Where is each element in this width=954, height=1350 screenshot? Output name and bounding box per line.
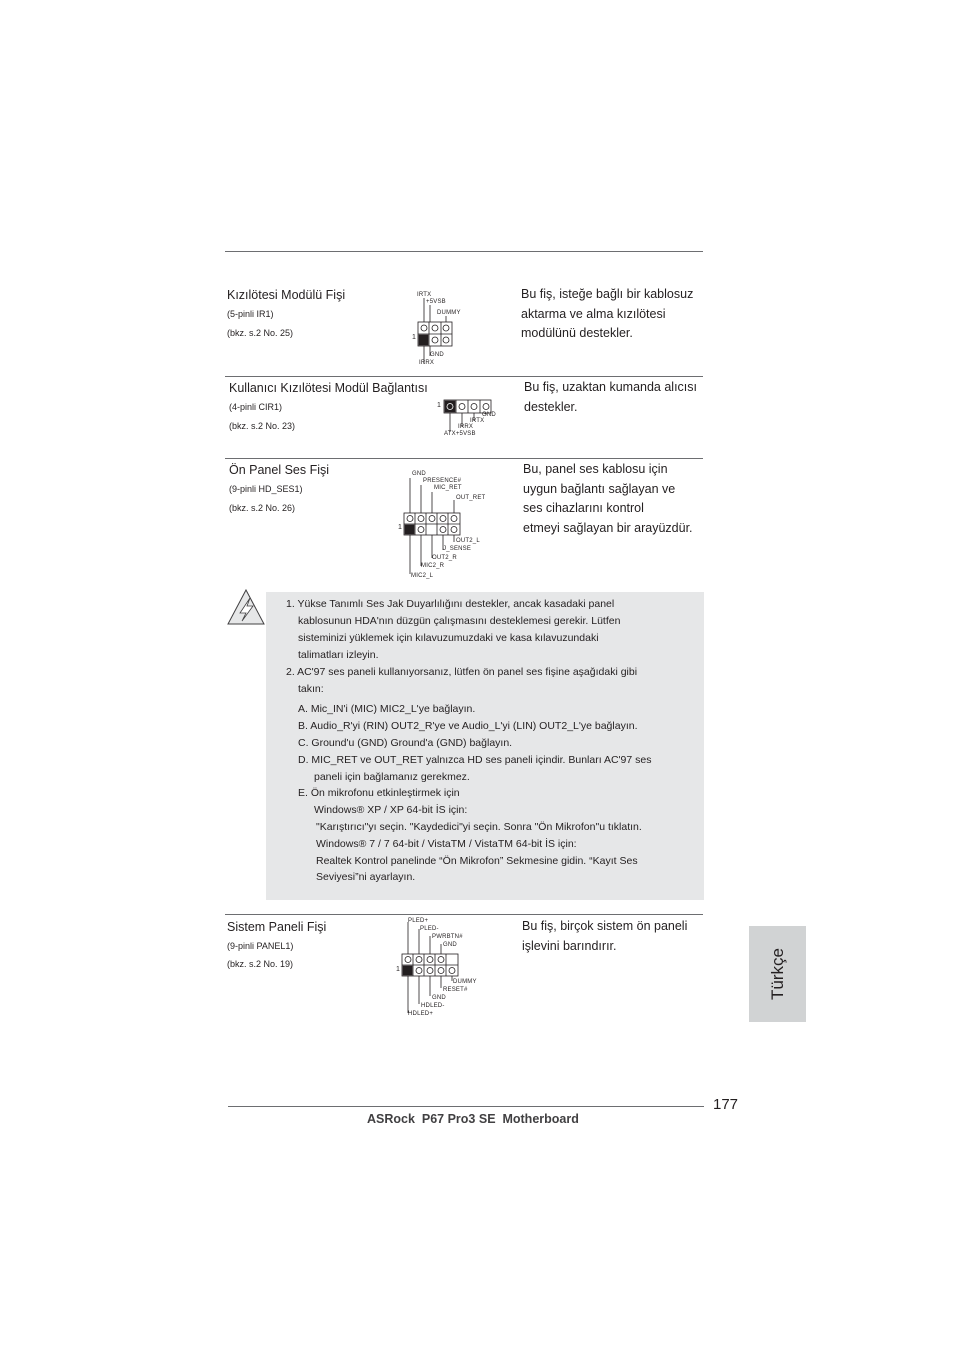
section-cir-desc: Bu fiş, uzaktan kumanda alıcısı destekler.	[524, 380, 698, 414]
section-panel-title: Sistem Paneli Fişi	[227, 920, 327, 934]
warning-icon	[226, 588, 266, 626]
footer-title: ASRock P67 Pro3 SE Motherboard	[367, 1112, 579, 1126]
note-line: A. Mic_IN'i (MIC) MIC2_L'ye bağlayın.	[298, 703, 476, 715]
panel-pin-label: RESET#	[443, 987, 468, 993]
ir-pin-label: DUMMY	[437, 310, 461, 316]
panel-pin1: 1	[396, 966, 401, 973]
cir-pin1: 1	[437, 402, 442, 409]
ir-pin-label: IRTX	[417, 292, 432, 298]
panel-pin-label: GND	[443, 942, 457, 948]
ir-header-svg	[410, 290, 490, 380]
note-line: 1. Yükse Tanımlı Ses Jak Duyarlılığını destekler, ancak kasadaki panel	[286, 598, 615, 610]
section-rule	[225, 376, 703, 377]
ir-pin-label: +5VSB	[426, 299, 446, 305]
panel-pin-label: GND	[432, 995, 446, 1001]
ir-pin1: 1	[412, 334, 417, 341]
panel-pin-label: HDLED+	[408, 1011, 434, 1017]
section-audio-sub: (9-pinli HD_SES1)	[229, 484, 303, 494]
note-line: 2. AC'97 ses paneli kullanıyorsanız, lütfen ön panel ses fişine aşağıdaki gibi	[286, 666, 638, 678]
section-ir-ref: (bkz. s.2 No. 25)	[227, 328, 294, 338]
panel-pin-label: PLED-	[420, 926, 439, 932]
cir-pin-label: IRRX	[458, 424, 474, 430]
footer-rule	[228, 1106, 704, 1107]
panel-pin-label: PLED+	[408, 918, 429, 924]
note-line: D. MIC_RET ve OUT_RET yalnızca HD ses paneli içindir. Bunları AC'97 ses	[298, 754, 652, 766]
audio-pin-label: PRESENCE#	[423, 478, 462, 484]
note-line: talimatları izleyin.	[298, 649, 379, 661]
note-line: Windows® 7 / 7 64-bit / VistaTM / VistaTM 64-bit İS için:	[316, 838, 577, 850]
audio-pin-label: MIC2_L	[411, 573, 434, 579]
audio-pin-label: OUT2_L	[456, 538, 480, 544]
language-side-tab-label: Türkçe	[767, 948, 787, 1000]
note-line: C. Ground'u (GND) Ground'a (GND) bağlayın.	[298, 737, 513, 749]
note-line: paneli için bağlamanız gerekmez.	[314, 771, 470, 783]
section-cir-ref: (bkz. s.2 No. 23)	[229, 421, 296, 431]
panel-pin-label: DUMMY	[453, 979, 477, 985]
note-line: B. Audio_R'yi (RIN) OUT2_R'ye ve Audio_L'yi (LIN) OUT2_L'ye bağlayın.	[298, 720, 638, 732]
section-ir-desc: Bu fiş, isteğe bağlı bir kablosuz aktarma ve alma kızılötesi modülünü destekler.	[521, 287, 694, 340]
note-line: "Karıştırıcı"yı seçin. "Kaydedici"yi seçin. Sonra "Ön Mikrofon"u tıklatın.	[316, 821, 642, 833]
note-line: takın:	[298, 683, 324, 695]
section-rule	[225, 914, 703, 915]
audio-pin-label: MIC2_R	[421, 563, 445, 569]
section-cir-sub: (4-pinli CIR1)	[229, 402, 283, 412]
audio-pin-label: J_SENSE	[443, 546, 472, 552]
cir-pin-label: IRTX	[470, 418, 485, 424]
section-ir-sub: (5-pinli IR1)	[227, 309, 274, 319]
note-line: E. Ön mikrofonu etkinleştirmek için	[298, 787, 460, 799]
audio-pin-label: GND	[412, 471, 426, 477]
section-panel-ref: (bkz. s.2 No. 19)	[227, 959, 294, 969]
section-ir-title: Kızılötesi Modülü Fişi	[227, 288, 346, 302]
note-line: Realtek Kontrol panelinde “Ön Mikrofon” Sekmesine gidin. “Kayıt Ses	[316, 855, 638, 867]
section-panel-desc: Bu fiş, birçok sistem ön paneli işlevini barındırır.	[522, 919, 688, 953]
note-line: sisteminizi yüklemek için kılavuzumuzdaki ve kasa kılavuzundaki	[298, 632, 599, 644]
audio-pin-label: OUT_RET	[456, 495, 486, 501]
panel-pin-label: HDLED-	[421, 1003, 445, 1009]
audio-pin1: 1	[398, 524, 403, 531]
ir-pin-label: GND	[430, 352, 444, 358]
cir-pin-label: GND	[482, 412, 496, 418]
ir-pin-label: IRRX	[419, 360, 435, 366]
note-line: Seviyesi”ni ayarlayın.	[316, 871, 416, 883]
section-audio-ref: (bkz. s.2 No. 26)	[229, 503, 296, 513]
panel-pin-label: PWRBTN#	[432, 934, 463, 940]
language-side-tab	[749, 926, 806, 1022]
section-panel-sub: (9-pinli PANEL1)	[227, 941, 294, 951]
section-cir-title: Kullanıcı Kızılötesi Modül Bağlantısı	[229, 381, 428, 395]
page-number: 177	[713, 1096, 739, 1113]
note-line: Windows® XP / XP 64-bit İS için:	[314, 804, 468, 816]
audio-pin-label: OUT2_R	[432, 555, 457, 561]
audio-pin-label: MIC_RET	[434, 485, 462, 491]
cir-pin-label: ATX+5VSB	[444, 431, 476, 437]
section-audio-desc: Bu, panel ses kablosu için uygun bağlantı sağlayan ve ses cihazlarını kontrol etmeyi sağlayan bir arayüzdür.	[523, 462, 693, 535]
section-audio-title: Ön Panel Ses Fişi	[229, 463, 330, 477]
note-line: kablosunun HDA'nın düzgün çalışmasını desteklemesi gerekir. Lütfen	[298, 615, 621, 627]
section-rule	[225, 458, 703, 459]
top-rule	[225, 251, 703, 252]
